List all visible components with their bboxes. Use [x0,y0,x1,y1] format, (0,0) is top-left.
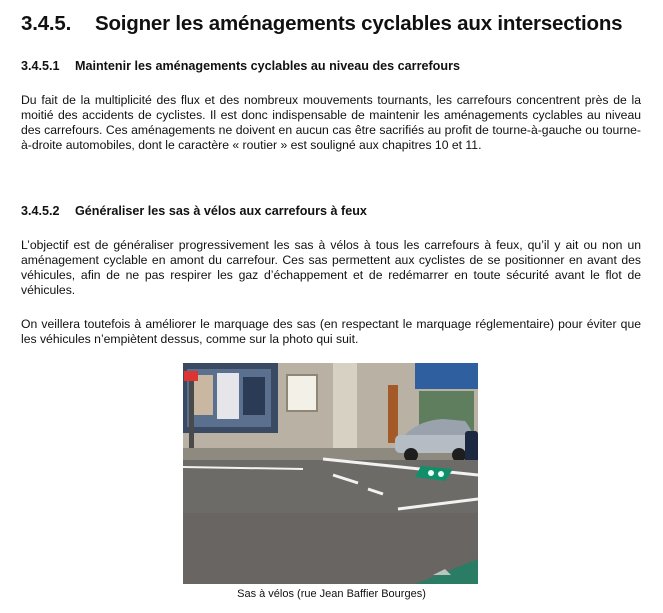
subsection-title-2: Généraliser les sas à vélos aux carrefours à feux [75,204,367,218]
subsection-number-2: 3.4.5.2 [21,204,60,218]
subsection-number-1: 3.4.5.1 [21,59,60,73]
section-heading [21,12,622,36]
subsection-heading-1 [21,59,460,73]
subsection-title-1: Maintenir les aménagements cyclables au niveau des carrefours [75,59,460,73]
section-number: 3.4.5. [21,12,72,35]
paragraph-2: L’objectif est de généraliser progressivement les sas à vélos à tous les carrefours à feux, qu’il y ait ou non un aménagement cyclable en amont du carrefour. Ces sas permettent aux cyclistes de se positionner en avant des véhicules, afin de ne pas respirer les gaz d’échappement et de redémarrer en toute sécurité avant le flot de véhicules. [21,238,641,297]
figure-caption: Sas à vélos (rue Jean Baffier Bourges) [237,588,426,600]
paragraph-1: Du fait de la multiplicité des flux et des nombreux mouvements tournants, les carrefours concentrent près de la moitié des accidents de cyclistes. Il est donc indispensable de maintenir les aménagements cyclables au niveau des carrefours. Ces aménagements ne doivent en aucun cas être sacrifiés au profit de tourne-à-gauche ou tourne-à-droite automobiles, dont le caractère « routier » est souligné aux chapitres 10 et 11. [21,93,641,152]
street-photo [183,363,478,584]
section-title: Soigner les aménagements cyclables aux intersections [95,12,623,35]
subsection-heading-2 [21,204,367,218]
paragraph-3: On veillera toutefois à améliorer le marquage des sas (en respectant le marquage réglementaire) pour éviter que les véhicules n’empiètent dessus, comme sur la photo qui suit. [21,317,641,346]
bike-box-photo-illustration [183,363,478,584]
